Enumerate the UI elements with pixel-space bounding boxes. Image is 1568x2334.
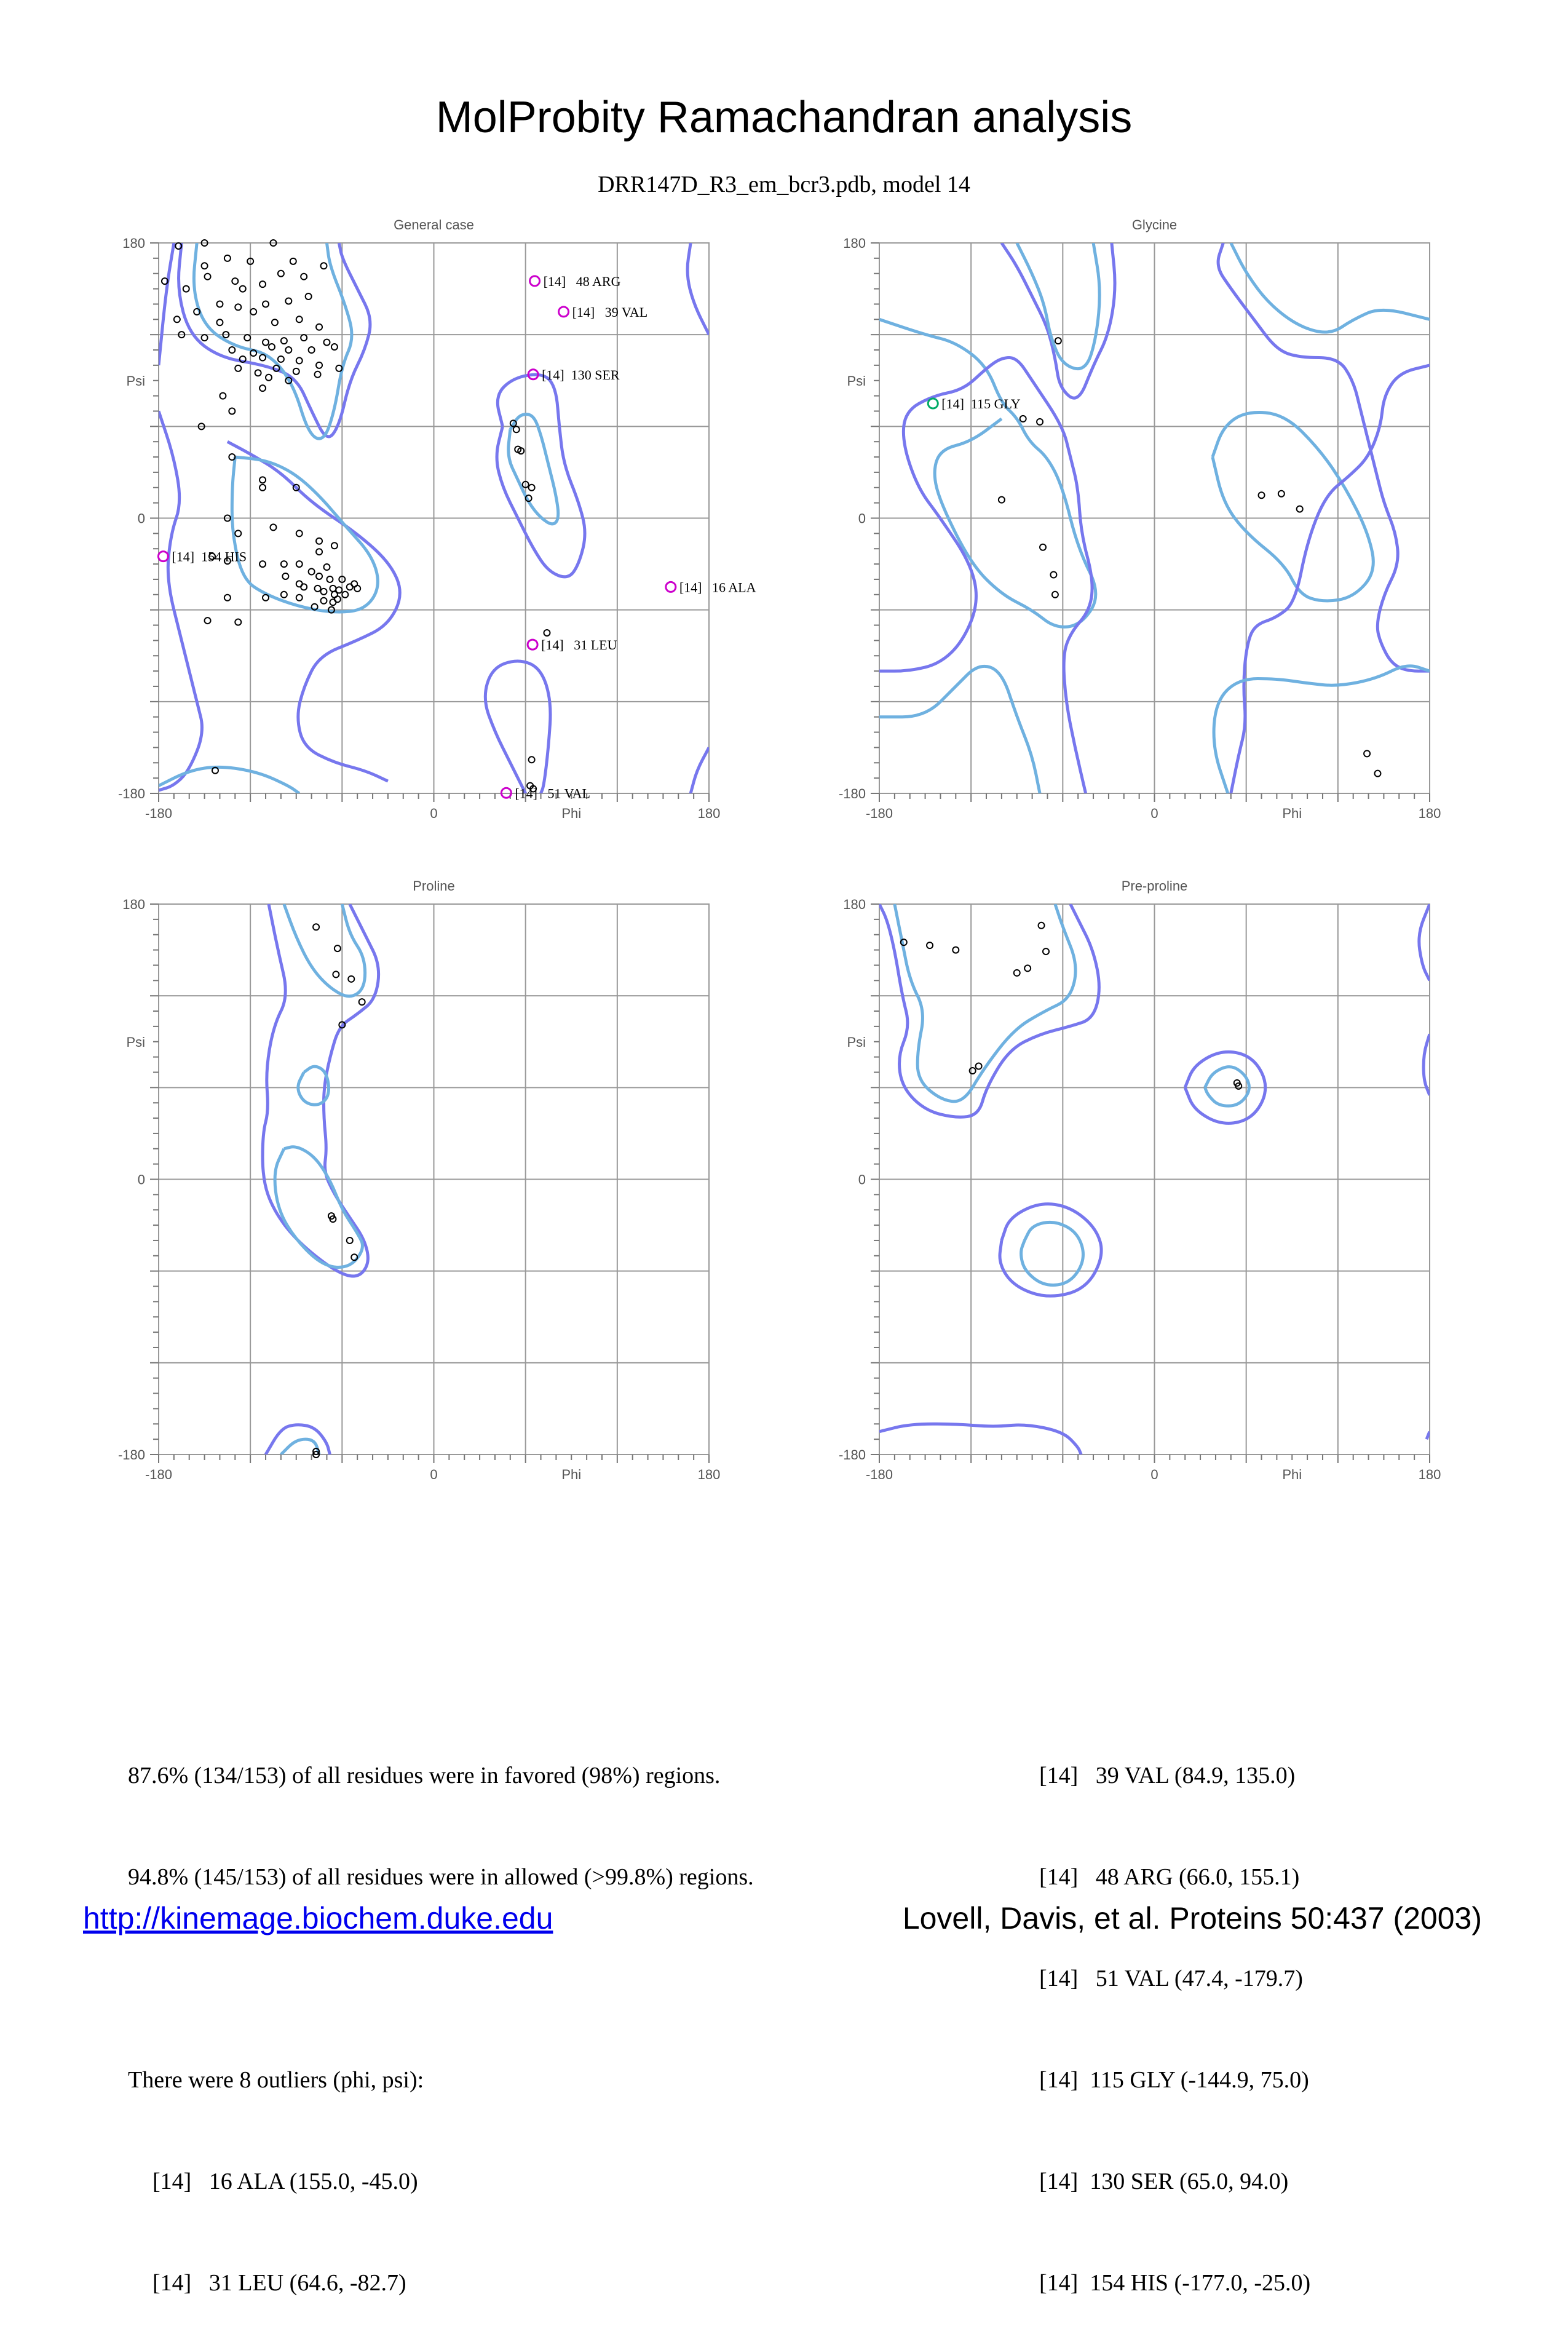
residue-point [235,530,241,536]
residue-point [323,339,330,346]
favored-contour [1213,413,1373,601]
residue-point [1374,771,1380,777]
residue-point [1364,750,1370,756]
residue-point [301,335,307,341]
residue-point [296,581,303,587]
y-tick-label: 180 [843,897,866,912]
x-tick-label: 180 [1418,1467,1441,1482]
residue-point [544,630,550,636]
residue-point [315,585,321,592]
x-tick-label: 0 [430,806,438,821]
y-axis-label: Psi [126,1034,145,1050]
residue-point [316,549,322,555]
residue-point [1024,965,1031,971]
residue-point [216,319,223,325]
outlier-label: [14] 39 VAL [572,304,648,320]
residue-point [224,255,231,261]
residue-point [272,319,278,325]
y-tick-label: 0 [858,510,866,526]
residue-point [316,573,322,579]
allowed-contour [1419,904,1430,980]
residue-point [259,485,266,491]
residue-point [1055,338,1061,344]
x-axis-label: Phi [561,1467,582,1482]
y-axis-label: Psi [847,1034,866,1050]
residue-point [259,354,266,360]
allowed-contour [1000,1204,1101,1296]
residue-point [255,370,261,376]
residue-point [220,393,226,399]
favored-contour [284,904,365,996]
residue-point [235,619,241,625]
residue-point [296,561,303,567]
residue-point [205,274,211,280]
residue-point [235,304,241,310]
residue-point [301,274,307,280]
residue-point [999,497,1005,503]
y-tick-label: -180 [838,786,866,801]
allowed-summary: 94.8% (145/153) of all residues were in allowed (>99.8%) regions. [128,1864,754,1890]
allowed-contour [1231,365,1430,793]
residue-point [1050,571,1056,578]
residue-point [285,347,291,353]
residue-point [229,347,235,353]
outlier-line: [14] 16 ALA (155.0, -45.0) [152,2169,418,2194]
residue-point [266,375,272,381]
footer-citation: Lovell, Davis, et al. Proteins 50:437 (2003) [902,1901,1482,1935]
outlier-label: [14] 51 VAL [515,785,590,801]
residue-point [259,561,266,567]
allowed-contour [691,747,709,793]
residue-point [321,589,327,595]
x-tick-label: 0 [1150,1467,1158,1482]
y-tick-label: -180 [117,1447,145,1463]
residue-point [296,316,303,322]
outlier-label: [14] 48 ARG [543,273,621,289]
favored-summary: 87.6% (134/153) of all residues were in favored (98%) regions. [128,1763,721,1788]
footer-link[interactable]: http://kinemage.biochem.duke.edu [83,1901,553,1935]
favored-contour [194,243,352,439]
y-axis-label: Psi [126,373,145,389]
x-tick-label: -180 [145,1467,173,1482]
residue-point [315,371,321,378]
y-tick-label: -180 [838,1447,866,1463]
summary-right [1039,1691,1310,2334]
residue-point [296,357,303,363]
residue-point [1014,970,1020,976]
y-tick-label: 0 [137,510,145,526]
residue-point [330,585,336,592]
residue-point [232,278,238,284]
outlier-line: [14] 48 ARG (66.0, 155.1) [1039,1864,1300,1890]
residue-point [263,301,269,307]
panel-title: Proline [413,878,455,894]
residue-point [306,293,312,300]
residue-point [259,281,266,287]
allowed-contour [1423,1034,1430,1095]
x-tick-label: 180 [697,806,721,821]
residue-point [240,286,246,292]
allowed-contour [159,411,202,790]
residue-point [1052,592,1058,598]
residue-point [290,258,296,264]
y-tick-label: 180 [843,236,866,251]
page-title: MolProbity Ramachandran analysis [435,93,1133,142]
chart-panel-glycine [839,217,1441,821]
outlier-label: [14] 16 ALA [679,579,756,595]
chart-panel-general-case [118,217,756,821]
residue-point [309,569,315,575]
residue-point [529,756,535,763]
outlier-line: [14] 130 SER (65.0, 94.0) [1039,2169,1289,2194]
x-tick-label: 180 [1418,806,1441,821]
residue-point [348,976,354,982]
residue-point [976,1063,982,1070]
outliers-header: There were 8 outliers (phi, psi): [128,2067,424,2093]
y-tick-label: 0 [137,1172,145,1188]
residue-point [316,538,322,544]
residue-point [316,362,322,368]
y-tick-label: -180 [117,786,145,801]
residue-point [296,530,303,536]
outlier-label: [14] 130 SER [542,367,620,383]
residue-point [270,524,276,530]
outlier-point [528,640,537,649]
outlier-point [158,552,168,562]
residue-point [281,561,287,567]
residue-point [205,617,211,624]
residue-point [229,408,235,414]
allowed-contour [687,243,709,335]
outlier-line: [14] 39 VAL (84.9, 135.0) [1039,1763,1296,1788]
outlier-point [666,582,676,592]
x-tick-label: -180 [865,806,893,821]
residue-point [347,1237,353,1244]
allowed-contour [263,904,379,1276]
residue-point [335,945,341,951]
residue-point [327,576,333,582]
residue-point [1043,948,1049,955]
residue-point [335,596,341,602]
residue-point [183,286,189,292]
allowed-contour [879,1424,1081,1455]
residue-point [278,356,284,362]
residue-point [250,309,256,315]
y-axis-label: Psi [847,373,866,389]
allowed-contour [485,661,550,793]
residue-point [333,971,339,977]
outlier-line: [14] 31 LEU (64.6, -82.7) [152,2270,406,2296]
residue-point [269,344,275,350]
allowed-contour [879,357,1092,793]
residue-point [1039,923,1045,929]
residue-point [309,347,315,353]
residue-point [224,595,231,601]
favored-contour [879,666,1040,793]
residue-point [323,564,330,570]
outlier-line: [14] 51 VAL (47.4, -179.7) [1039,1966,1303,1991]
outlier-label: [14] 154 HIS [172,549,247,565]
residue-point [331,344,338,350]
x-axis-label: Phi [1282,806,1302,821]
residue-point [174,316,180,322]
outlier-label: [14] 115 GLY [941,396,1021,412]
favored-contour [1205,1067,1249,1106]
residue-point [354,585,360,592]
residue-point [263,595,269,601]
residue-point [529,485,535,491]
x-tick-label: -180 [145,806,173,821]
x-tick-label: 0 [1150,806,1158,821]
favored-contour [1017,243,1099,369]
x-tick-label: 0 [430,1467,438,1482]
residue-point [927,942,933,948]
favored-contour [895,904,1075,1102]
residue-point [259,385,266,391]
residue-point [235,365,241,371]
residue-point [1020,416,1026,422]
x-tick-label: 180 [697,1467,721,1482]
favored-contour [509,414,558,523]
residue-point [278,271,284,277]
y-tick-label: 180 [122,236,145,251]
residue-point [321,598,327,604]
chart-panel-proline [118,878,720,1482]
residue-point [970,1068,976,1074]
residue-point [347,584,353,590]
x-tick-label: -180 [865,1467,893,1482]
residue-point [202,263,208,269]
residue-point [296,595,303,601]
residue-point [952,947,959,953]
residue-point [216,301,223,307]
chart-panel-pre-proline [839,878,1441,1482]
residue-point [293,368,299,375]
y-tick-label: 0 [858,1172,866,1188]
outlier-point [928,399,938,408]
residue-point [513,426,520,432]
residue-point [313,924,319,930]
favored-contour [275,1147,362,1268]
residue-point [1297,506,1303,512]
residue-point [1040,544,1046,550]
panel-title: Glycine [1131,217,1178,232]
favored-contour [1021,1222,1083,1285]
outlier-line: [14] 154 HIS (-177.0, -25.0) [1039,2270,1311,2296]
x-axis-label: Phi [1282,1467,1302,1482]
page-subtitle: DRR147D_R3_em_bcr3.pdb, model 14 [598,172,970,197]
outlier-point [530,276,540,286]
residue-point [331,542,338,549]
residue-point [202,335,208,341]
residue-point [321,263,327,269]
residue-point [285,298,291,304]
residue-point [282,573,288,579]
panel-title: Pre-proline [1121,878,1188,894]
summary-left [128,1691,754,2334]
residue-point [342,592,348,598]
residue-point [359,999,365,1005]
outlier-label: [14] 31 LEU [541,637,617,653]
residue-point [1259,492,1265,498]
outlier-line: [14] 115 GLY (-144.9, 75.0) [1039,2067,1309,2093]
residue-point [1037,419,1043,425]
residue-point [281,592,287,598]
x-axis-label: Phi [561,806,582,821]
residue-point [316,324,322,330]
residue-point [263,339,269,346]
residue-point [244,335,250,341]
panel-title: General case [394,217,474,232]
favored-contour [1231,243,1430,332]
outlier-point [559,307,569,317]
residue-point [259,477,266,483]
residue-point [1278,491,1285,497]
residue-point [281,338,287,344]
allowed-contour [159,243,174,365]
y-tick-label: 180 [122,897,145,912]
allowed-contour [497,375,585,577]
